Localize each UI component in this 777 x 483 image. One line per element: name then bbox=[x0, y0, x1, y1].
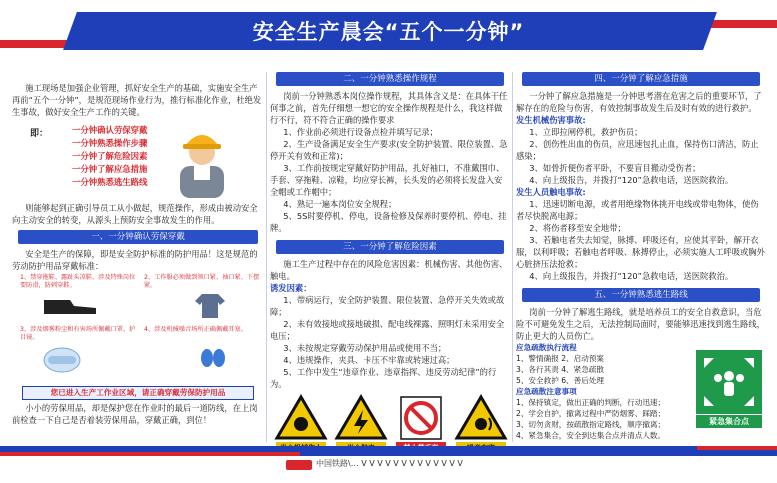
worker-helmet-icon bbox=[172, 122, 232, 198]
elec-item: 3、若触电者失去知觉，脉搏、呼吸还有，应使其平卧，解开衣服，以利呼吸；若触电者呼吸、脉搏停止，必须实施人工呼吸或胸外心脏挤压法抢救； bbox=[516, 235, 765, 269]
hazard-item: 5、工作中发生“违章作业、违章指挥、违反劳动纪律”的行为。 bbox=[270, 367, 497, 389]
sign-machine-injury bbox=[274, 394, 328, 454]
ppe-item-uniform bbox=[144, 274, 264, 290]
mech-item: 2、创伤性出血的伤员，应迅速包扎止血，保持伤口清洁，防止感染； bbox=[516, 139, 759, 161]
sign-electric-shock bbox=[334, 394, 388, 454]
evacuation-text bbox=[516, 342, 692, 441]
emergency-body: 一分钟了解应急措施是一分钟思考潜在危害之后的重要环节，了解存在的危险与伤害，有效控制事故发生后及时有效的进行救护。 bbox=[516, 91, 762, 113]
ppe-item-earplugs bbox=[144, 326, 264, 334]
elec-item: 1、迅速切断电源，或者用绝缘物体挑开电线或带电物体，使伤者尽快脱离电源； bbox=[516, 199, 759, 221]
elec-title: 发生人员触电事故: bbox=[516, 187, 586, 197]
section-title-emergency: 四、一分钟了解应急措施 bbox=[522, 72, 760, 86]
mech-item: 1、立即拉闸停机，救护伤员； bbox=[529, 127, 643, 137]
warning-triangle-icon bbox=[274, 394, 328, 442]
evacuation-block bbox=[516, 342, 766, 441]
page-title: 安全生产晨会“五个一分钟” bbox=[252, 20, 525, 44]
flow-item: 1、警情确报 2、启动预案 bbox=[516, 354, 605, 363]
attn-item: 2、学会自护，撤离过程中严防烟雾、踩踏； bbox=[516, 409, 666, 418]
attn-title: 应急疏散注意事项 bbox=[516, 387, 577, 396]
assembly-label: 紧急集合点 bbox=[696, 414, 762, 428]
hazard-label: 诱发因素： bbox=[270, 283, 312, 293]
section-title-hazards: 三、一分钟了解危险因素 bbox=[276, 240, 504, 254]
assembly-people-icon bbox=[696, 350, 762, 414]
sign-noise bbox=[454, 394, 508, 454]
five-item: 一分钟熟悉逃生路线 bbox=[72, 177, 148, 187]
ppe-text: 1、禁穿拖鞋、露趾头凉鞋、涉及特殊岗位要防滑，防刺穿鞋。 bbox=[20, 274, 136, 289]
earplug-icon bbox=[198, 346, 228, 370]
five-item: 一分钟了解应急措施 bbox=[72, 164, 148, 174]
railway-logo-icon bbox=[286, 460, 312, 470]
hazard-item: 3、未按规定穿戴劳动保护用品或使用不当； bbox=[283, 343, 447, 353]
sign-no-gloves bbox=[394, 394, 448, 454]
column-divider bbox=[512, 72, 513, 442]
ppe-item-shoes bbox=[20, 274, 140, 290]
section-title-rules: 二、一分钟熟悉操作规程 bbox=[276, 72, 504, 86]
summary-text: 则能够起到正确引导员工从小做起，规范操作，形成由被动安全向主动安全的转变，从源头上预防安全事故发生的作用。 bbox=[12, 203, 258, 225]
column-ppe bbox=[12, 68, 264, 440]
rules-body: 岗前一分钟熟悉本岗位操作规程，其具体含义是：在具体干任何事之前，首先仔细想一想它的安全操作规程是什么，我这样做行不行，符不符合正确的操作要求 bbox=[270, 91, 508, 125]
flow-item: 3、各行其责 4、紧急疏散 bbox=[516, 365, 605, 374]
intro-text: 施工现场是加强企业管理，抓好安全生产的基础，实施安全生产再前“五个一分钟”，是规范现场作业行为，推行标准化作业，杜绝发生事故，做好安全生产工作的关键。 bbox=[12, 83, 262, 117]
flow-title: 应急疏散执行流程 bbox=[516, 343, 577, 352]
footer-red-stripe bbox=[0, 452, 300, 456]
five-item: 一分钟熟悉操作步骤 bbox=[72, 138, 148, 148]
column-rules bbox=[270, 68, 510, 440]
elec-item: 2、将伤者移至安全地带； bbox=[529, 223, 626, 233]
hazard-item: 2、未有效接地或接地破损、配电线裸露、照明灯未采用安全电压； bbox=[270, 319, 505, 341]
risk-intro: 施工生产过程中存在的风险危害因素：机械伤害、其他伤害、触电。 bbox=[270, 259, 508, 281]
five-list bbox=[72, 124, 147, 189]
noise-warning-icon bbox=[454, 394, 508, 442]
mech-title: 发生机械伤害事故: bbox=[516, 115, 586, 125]
attn-item: 3、切勿贪财，按疏散指定路线，顺序撤离； bbox=[516, 420, 666, 429]
footer-text: 中国铁路\… V V V V V V V V V V V V V bbox=[316, 459, 463, 468]
hazard-item: 4、违规操作，夹具、卡压不牢靠或转速过高； bbox=[283, 355, 455, 365]
assembly-point-sign bbox=[696, 350, 762, 428]
column-emergency bbox=[516, 68, 766, 440]
rule-item: 3、工作前按规定穿戴好防护用品，扎好袖口，不准戴围巾、手套、穿拖鞋、凉鞋，均应穿长裤，长头发的必须将长发盘入安全帽或工作帽中； bbox=[270, 163, 505, 197]
rule-item: 4、熟记一遍本岗位安全规程； bbox=[283, 199, 397, 209]
closing-text: 小小的劳保用品，却是保护您在作业时的最后一道防线，在上岗前检查一下自己是否着装劳保用品，穿戴正确，到位！ bbox=[12, 403, 258, 425]
ppe-grid bbox=[12, 272, 264, 384]
rule-item: 1、作业前必须进行设备点检并填写记录； bbox=[283, 127, 438, 137]
safety-shoe-icon bbox=[40, 294, 100, 316]
section-title-ppe: 一、一分钟确认劳保穿戴 bbox=[18, 230, 258, 244]
section-title-escape: 五、一分钟熟悉逃生路线 bbox=[522, 288, 760, 302]
rule-item: 5、5S时要停机、停电，设备检修及保养时要停机、停电、挂牌。 bbox=[270, 211, 507, 233]
work-uniform-icon bbox=[194, 292, 226, 318]
mech-item: 3、如骨折便伤者平卧，不要盲目搬动受伤者； bbox=[529, 163, 701, 173]
ppe-item-mask bbox=[20, 326, 140, 342]
five-item: 一分钟了解危险因素 bbox=[72, 151, 148, 161]
ppe-intro: 安全是生产的保障，即是安全防护标准的防护用品！这是规范的劳动防护用品穿戴标准： bbox=[12, 249, 258, 271]
mask-goggles-icon bbox=[40, 344, 84, 374]
attn-item: 4、紧急集合，安全到达集合点并清点人数。 bbox=[516, 431, 666, 440]
ppe-notice: 您已进入生产工作业区域，请正确穿戴劳保防护用品 bbox=[22, 386, 254, 400]
five-label: 即： bbox=[30, 129, 49, 139]
ppe-text: 2、工作服必须做到领口紧、袖口紧、下摆紧。 bbox=[144, 274, 260, 289]
column-divider bbox=[266, 72, 267, 442]
five-item: 一分钟确认劳保穿戴 bbox=[72, 125, 148, 135]
no-gloves-icon bbox=[394, 394, 448, 442]
ppe-text: 4、涉及机械噪音场所正确佩戴耳塞。 bbox=[144, 326, 247, 333]
hazard-item: 1、带病运行，安全防护装置、限位装置、急停开关失效或故障； bbox=[270, 295, 505, 317]
elec-item: 4、向上级报告，并拨打“120”急救电话，送医院救治。 bbox=[529, 271, 734, 281]
flow-item: 5、安全救护 6、善后处理 bbox=[516, 376, 605, 385]
lightning-warning-icon bbox=[334, 394, 388, 442]
escape-text: 岗前一分钟了解逃生路线，就是培养员工的安全自救意识，当危险不可避免发生之后，无法控制局面时，要能够迅速找到逃生路线，防止更大的人员伤亡。 bbox=[516, 307, 765, 341]
mech-item: 4、向上级报告，并拨打“120”急救电话，送医院救治。 bbox=[529, 175, 734, 185]
header bbox=[0, 0, 777, 58]
assembly-point-box bbox=[696, 350, 762, 414]
attn-item: 1、保持镇定，做出正确的判断，行动迅速； bbox=[516, 398, 666, 407]
five-minutes-block bbox=[12, 122, 264, 202]
rule-item: 2、生产设备满足安全生产要求(安全防护装置、限位装置、急停开关有效和正常)； bbox=[270, 139, 508, 161]
ppe-text: 3、涉及烟雾粉尘和有害场所佩戴口罩、护目镜。 bbox=[20, 326, 136, 341]
footer-red-stripe-right bbox=[697, 446, 777, 450]
